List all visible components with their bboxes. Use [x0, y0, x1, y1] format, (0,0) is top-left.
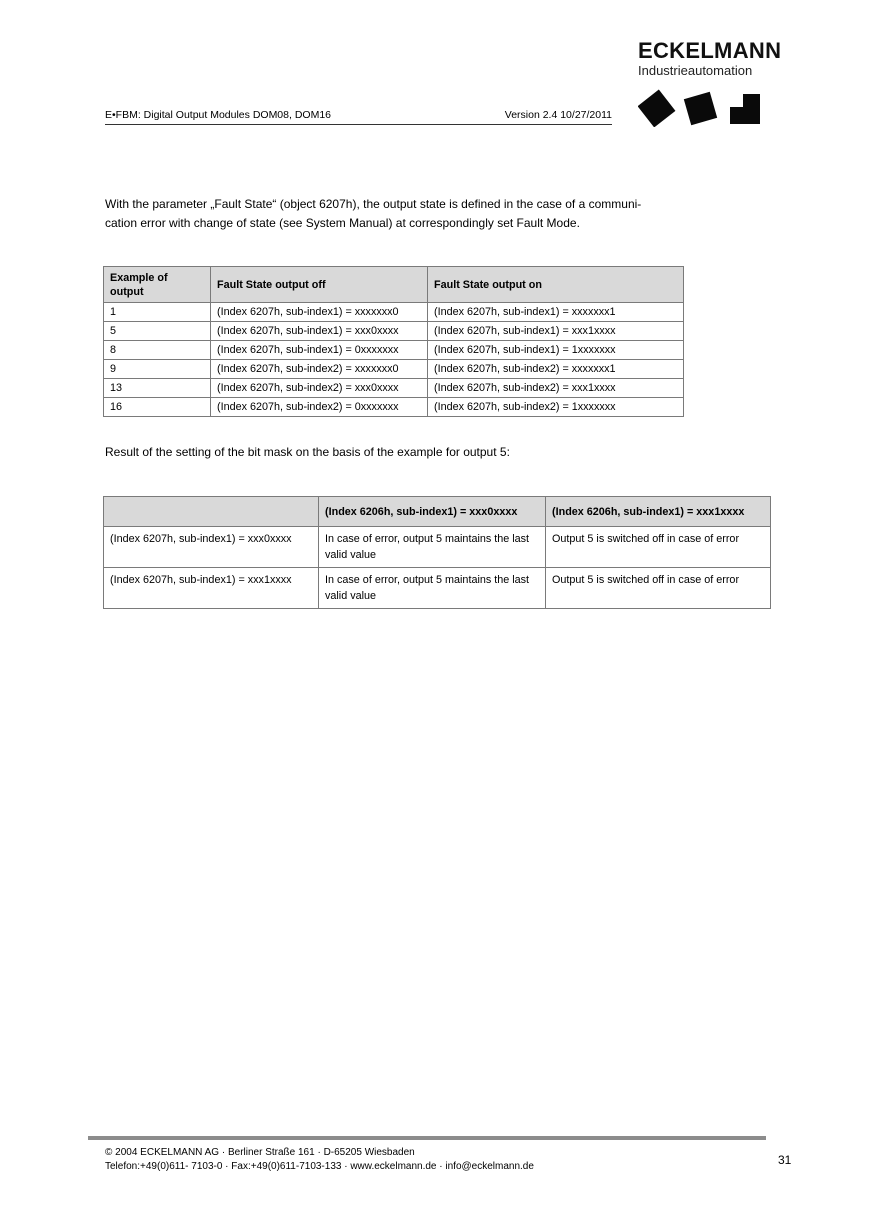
logo-subtitle-text: Industrieautomation	[638, 63, 753, 78]
footer-divider	[88, 1136, 766, 1140]
table-row	[104, 360, 684, 379]
document-title: E•FBM: Digital Output Modules DOM08, DOM16	[105, 109, 332, 121]
table-row	[104, 527, 771, 568]
table-cell: (Index 6207h, sub-index2) = 1xxxxxxx	[428, 398, 684, 417]
table-cell: In case of error, output 5 maintains the last valid value	[319, 527, 546, 568]
table-cell: 13	[104, 379, 211, 398]
table-cell: 1	[104, 303, 211, 322]
table-cell: (Index 6207h, sub-index1) = xxxxxxx0	[211, 303, 428, 322]
table-cell: Output 5 is switched off in case of error	[546, 568, 771, 609]
intro-line-1: With the parameter „Fault State“ (object 6207h), the output state is defined in the case of a communi-	[105, 197, 642, 211]
table-header-row	[104, 497, 771, 527]
header-cell-mask-1: (Index 6206h, sub-index1) = xxx1xxxx	[546, 497, 771, 527]
table-cell: (Index 6207h, sub-index1) = xxx1xxxx	[104, 568, 319, 609]
logo-square-icon-2	[682, 89, 720, 127]
table-cell: 9	[104, 360, 211, 379]
eckelmann-logo	[638, 38, 782, 127]
logo-square-icon-3	[726, 89, 764, 127]
table-cell: (Index 6207h, sub-index2) = xxx1xxxx	[428, 379, 684, 398]
table-row	[104, 322, 684, 341]
footer-contact: Telefon:+49(0)611- 7103-0 · Fax:+49(0)611-7103-133 · www.eckelmann.de · info@eckelmann.de	[105, 1161, 534, 1172]
table-cell: (Index 6207h, sub-index2) = xxx0xxxx	[211, 379, 428, 398]
table-header-row	[104, 267, 684, 303]
bit-mask-result-table	[103, 496, 771, 609]
table-row	[104, 341, 684, 360]
logo-squares	[638, 89, 772, 127]
logo-square-icon-1	[638, 89, 676, 127]
footer	[105, 1146, 534, 1174]
footer-copyright: © 2004 ECKELMANN AG · Berliner Straße 161 · D-65205 Wiesbaden	[105, 1147, 415, 1158]
table-row	[104, 379, 684, 398]
table-cell: (Index 6207h, sub-index2) = 0xxxxxxx	[211, 398, 428, 417]
fault-state-table	[103, 266, 684, 417]
table-cell: (Index 6207h, sub-index1) = 0xxxxxxx	[211, 341, 428, 360]
header-cell-fault-state-off: Fault State output off	[211, 267, 428, 303]
document-version: Version 2.4 10/27/2011	[504, 109, 612, 121]
table-cell: In case of error, output 5 maintains the last valid value	[319, 568, 546, 609]
table-row	[104, 303, 684, 322]
header-cell-fault-state-on: Fault State output on	[428, 267, 684, 303]
header-cell-example-of-output: Example of output	[104, 267, 211, 303]
table-cell: 8	[104, 341, 211, 360]
table-cell: (Index 6207h, sub-index1) = 1xxxxxxx	[428, 341, 684, 360]
intro-line-2: cation error with change of state (see System Manual) at correspondingly set Fault Mode.	[105, 216, 580, 230]
header-cell-empty	[104, 497, 319, 527]
table-row	[104, 568, 771, 609]
header-cell-mask-0: (Index 6206h, sub-index1) = xxx0xxxx	[319, 497, 546, 527]
table-cell: (Index 6207h, sub-index1) = xxx0xxxx	[211, 322, 428, 341]
intro-paragraph	[105, 195, 785, 233]
table-cell: Output 5 is switched off in case of error	[546, 527, 771, 568]
result-caption: Result of the setting of the bit mask on the basis of the example for output 5:	[105, 445, 510, 459]
table-cell: (Index 6207h, sub-index2) = xxxxxxx1	[428, 360, 684, 379]
table-cell: 16	[104, 398, 211, 417]
logo-brand-text: ECKELMANN	[638, 38, 782, 63]
running-header	[105, 109, 612, 125]
page-number: 31	[778, 1153, 792, 1167]
table-row	[104, 398, 684, 417]
table-cell: (Index 6207h, sub-index1) = xxx1xxxx	[428, 322, 684, 341]
table-cell: (Index 6207h, sub-index1) = xxx0xxxx	[104, 527, 319, 568]
table-cell: (Index 6207h, sub-index1) = xxxxxxx1	[428, 303, 684, 322]
table-cell: (Index 6207h, sub-index2) = xxxxxxx0	[211, 360, 428, 379]
table-cell: 5	[104, 322, 211, 341]
